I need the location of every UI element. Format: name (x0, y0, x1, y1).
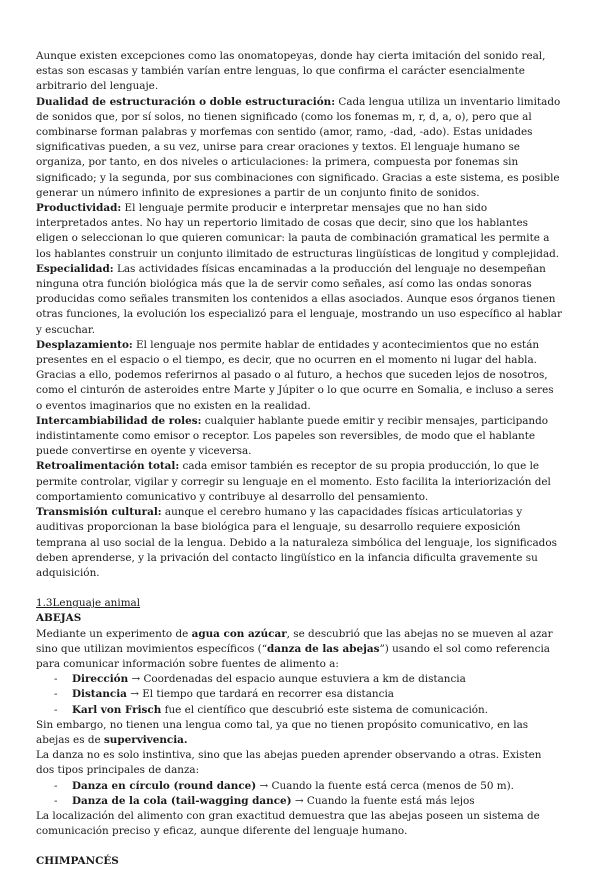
bees-list-2 (36, 779, 562, 809)
feature-term: Dualidad de estructuración o doble estructuración: (36, 95, 336, 108)
feature-term: Retroalimentación total: (36, 460, 180, 473)
feature-term: Especialidad: (36, 262, 114, 275)
list-item: - Karl von Frisch fue el científico que descubrió este sistema de comunicación. (36, 703, 562, 718)
feature-text: aunque el cerebro humano y las capacidades físicas articulatorias y auditivas proporcionan la base biológica para el lenguaje, su desarrollo requiere exposición temprana al uso social de la lengua. Debido a la naturaleza simbólica del lenguaje, los significados deben aprenderse, y la privación del contacto lingüístico en la infancia dificulta gravemente su adquisición. (36, 506, 557, 579)
bees-paragraph-2: Sin embargo, no tienen una lengua como tal, ya que no tienen propósito comunicativo, en las abejas es de supervivencia. (36, 718, 529, 746)
intro-paragraph: Aunque existen excepciones como las onomatopeyas, donde hay cierta imitación del sonido real, estas son escasas y también varían entre lenguas, lo que confirma el carácter esencialmente arbitrario del lenguaje. (36, 50, 546, 93)
feature-term: Transmisión cultural: (36, 506, 162, 519)
spacer (36, 839, 562, 854)
list-item: - Dirección → Coordenadas del espacio aunque estuviera a km de distancia (36, 672, 562, 687)
bees-paragraph-1: Mediante un experimento de agua con azúcar, se descubrió que las abejas no se mueven al azar sino que utilizan movimientos específicos (“danza de las abejas”) usando el sol como referencia para comunicar información sobre fuentes de alimento a: (36, 627, 553, 670)
feature-text: cualquier hablante puede emitir y recibir mensajes, participando indistintamente como emisor o receptor. Los papeles son reversibles, de modo que el hablante puede convertirse en oyente y viceversa. (36, 414, 549, 458)
feature-productividad (36, 201, 562, 262)
feature-intercambiabilidad (36, 414, 562, 460)
feature-term: Productividad: (36, 202, 122, 215)
list-item: - Danza en círculo (round dance) → Cuando la fuente está cerca (menos de 50 m). (36, 779, 562, 794)
bees-heading: ABEJAS (36, 612, 82, 625)
spacer (36, 581, 562, 596)
feature-text: El lenguaje nos permite hablar de entidades y acontecimientos que no están presentes en el espacio o el tiempo, es decir, que no ocurren en el momento ni lugar del habla. Gracias a ello, podemos referirnos al pasado o al futuro, a hechos que suceden lejos de nosotros, como el cinturón de asteroides entre Marte y Júpiter o lo que ocurre en Somalia, e incluso a seres o eventos imaginarios que no existen en la realidad. (36, 338, 554, 412)
bees-list-1 (36, 672, 562, 718)
feature-term: Desplazamiento: (36, 338, 133, 351)
feature-text: cada emisor también es receptor de su propia producción, lo que le permite controlar, vigilar y corregir su lenguaje en el momento. Esto facilita la interiorización del comportamiento comunicativo y contribuye al desarrollo del pensamiento. (36, 460, 551, 503)
section-title: 1.3Lenguaje animal (36, 597, 141, 610)
bees-paragraph-4: La localización del alimento con gran exactitud demuestra que las abejas poseen un sistema de comunicación preciso y eficaz, aunque diferente del lenguaje humano. (36, 809, 540, 838)
feature-text: El lenguaje permite producir e interpretar mensajes que no han sido interpretados antes. No hay un repertorio limitado de cosas que decir, sino que los hablantes eligen o seleccionan lo que quieren comunicar: la pauta de combinación gramatical les permite a los hablantes construir un conjunto ilimitado de estructuras lingüísticas de longitud y complejidad. (36, 202, 560, 260)
feature-dualidad (36, 95, 562, 201)
list-item: - Danza de la cola (tail-wagging dance) → Cuando la fuente está más lejos (36, 794, 562, 809)
feature-desplazamiento (36, 338, 562, 414)
list-item: - Distancia → El tiempo que tardará en recorrer esa distancia (36, 687, 562, 702)
feature-text: Las actividades físicas encaminadas a la producción del lenguaje no desempeñan ninguna otra función biológica más que la de servir como señales, así como las ondas sonoras producidas como señales transmiten los contenidos a ellas asociados. Aunque esos órganos tienen otras funciones, la evolución los especializó para el lenguaje, mostrando un uso específico al hablar y escuchar. (36, 262, 562, 336)
bees-paragraph-3: La danza no es solo instintiva, sino que las abejas pueden aprender observando a otras. Existen dos tipos principales de danza: (36, 749, 542, 777)
feature-retroalimentacion (36, 459, 562, 505)
feature-transmision-cultural (36, 505, 562, 581)
feature-term: Intercambiabilidad de roles: (36, 414, 202, 427)
chimps-heading: CHIMPANCÉS (36, 855, 119, 868)
feature-text: Cada lengua utiliza un inventario limitado de sonidos que, por sí solos, no tienen significado (como los fonemas m, r, d, a, o), pero que al combinarse forman palabras y morfemas con sentido (amor, ramo, -dad, -ado). Estas unidades significativas pueden, a su vez, unirse para crear oraciones y textos. El lenguaje humano se organiza, por tanto, en dos niveles o articulaciones: la primera, compuesta por fonemas sin significado; y la segunda, por sus combinaciones con significado. Gracias a este sistema, es posible generar un número infinito de expresiones a partir de un conjunto finito de sonidos. (36, 95, 561, 199)
feature-especialidad (36, 262, 562, 338)
